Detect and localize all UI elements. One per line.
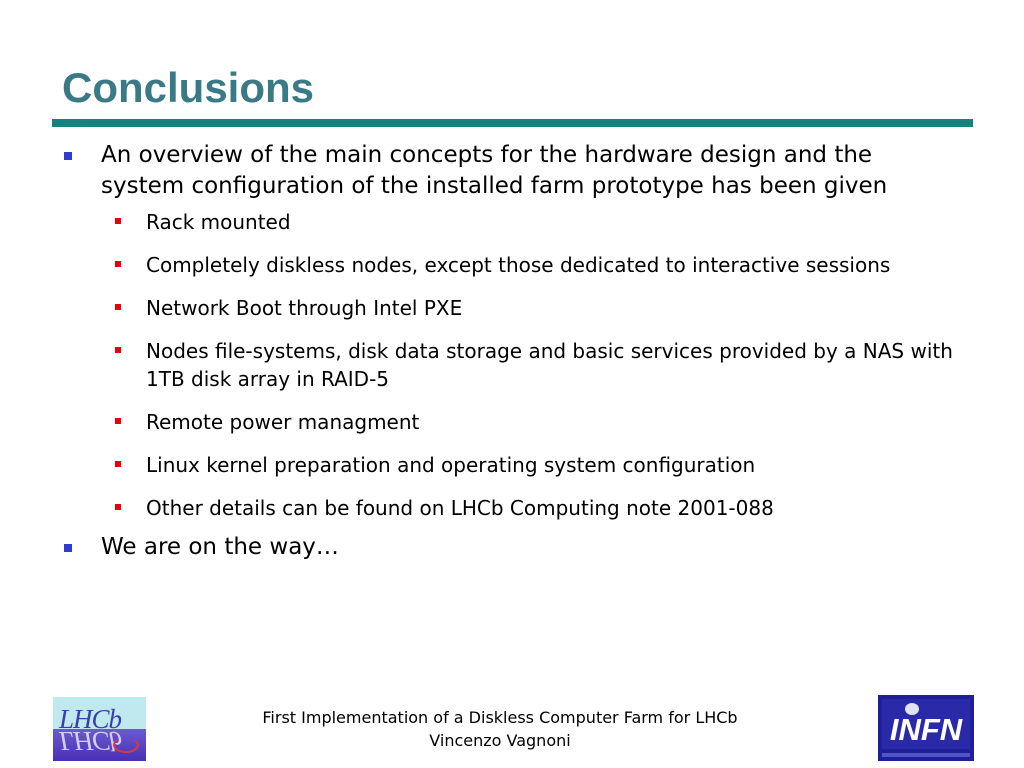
footer [200, 706, 800, 752]
sub-bullet-item [101, 208, 960, 236]
title-divider [52, 119, 973, 127]
infn-logo-text: INFN [889, 712, 963, 747]
sub-bullet-item [101, 337, 960, 393]
sub-bullet-text: Rack mounted [146, 210, 291, 234]
sub-bullet-item [101, 451, 960, 479]
infn-logo [878, 695, 974, 761]
sub-bullet-text: Completely diskless nodes, except those dedicated to interactive sessions [146, 253, 891, 277]
lhcb-logo-text: LHCb [59, 704, 122, 734]
sub-bullet-item [101, 251, 960, 279]
square-bullet-icon [64, 152, 72, 160]
sub-bullet-text: Remote power managment [146, 410, 420, 434]
square-bullet-icon [115, 347, 121, 353]
sub-bullet-item [101, 408, 960, 436]
square-bullet-icon [115, 504, 121, 510]
sub-bullet-text: Other details can be found on LHCb Computing note 2001-088 [146, 496, 774, 520]
square-bullet-icon [115, 218, 121, 224]
lhcb-logo-reflection: LHCb [59, 726, 122, 756]
bullet-text: We are on the way… [101, 534, 339, 560]
sub-bullet-item [101, 494, 960, 522]
sub-bullet-text: Network Boot through Intel PXE [146, 296, 463, 320]
bullet-item [60, 532, 960, 563]
sub-bullet-text: Nodes file-systems, disk data storage and basic services provided by a NAS with 1TB disk array in RAID-5 [146, 339, 953, 391]
square-bullet-icon [64, 544, 72, 552]
bullet-list [60, 140, 960, 563]
square-bullet-icon [115, 304, 121, 310]
sub-bullet-item [101, 294, 960, 322]
bullet-text: An overview of the main concepts for the hardware design and the system configuration of the installed farm prototype has been given [101, 142, 888, 199]
sub-bullet-list [101, 208, 960, 522]
sub-bullet-text: Linux kernel preparation and operating system configuration [146, 453, 756, 477]
footer-author: Vincenzo Vagnoni [429, 731, 571, 750]
square-bullet-icon [115, 261, 121, 267]
square-bullet-icon [115, 461, 121, 467]
infn-logo-graphic [878, 695, 974, 761]
square-bullet-icon [115, 418, 121, 424]
slide-title: Conclusions [62, 64, 315, 111]
footer-title: First Implementation of a Diskless Computer Farm for LHCb [262, 708, 738, 727]
lhcb-arc-icon [113, 737, 139, 753]
bullet-item [60, 140, 960, 522]
lhcb-logo [53, 697, 146, 761]
